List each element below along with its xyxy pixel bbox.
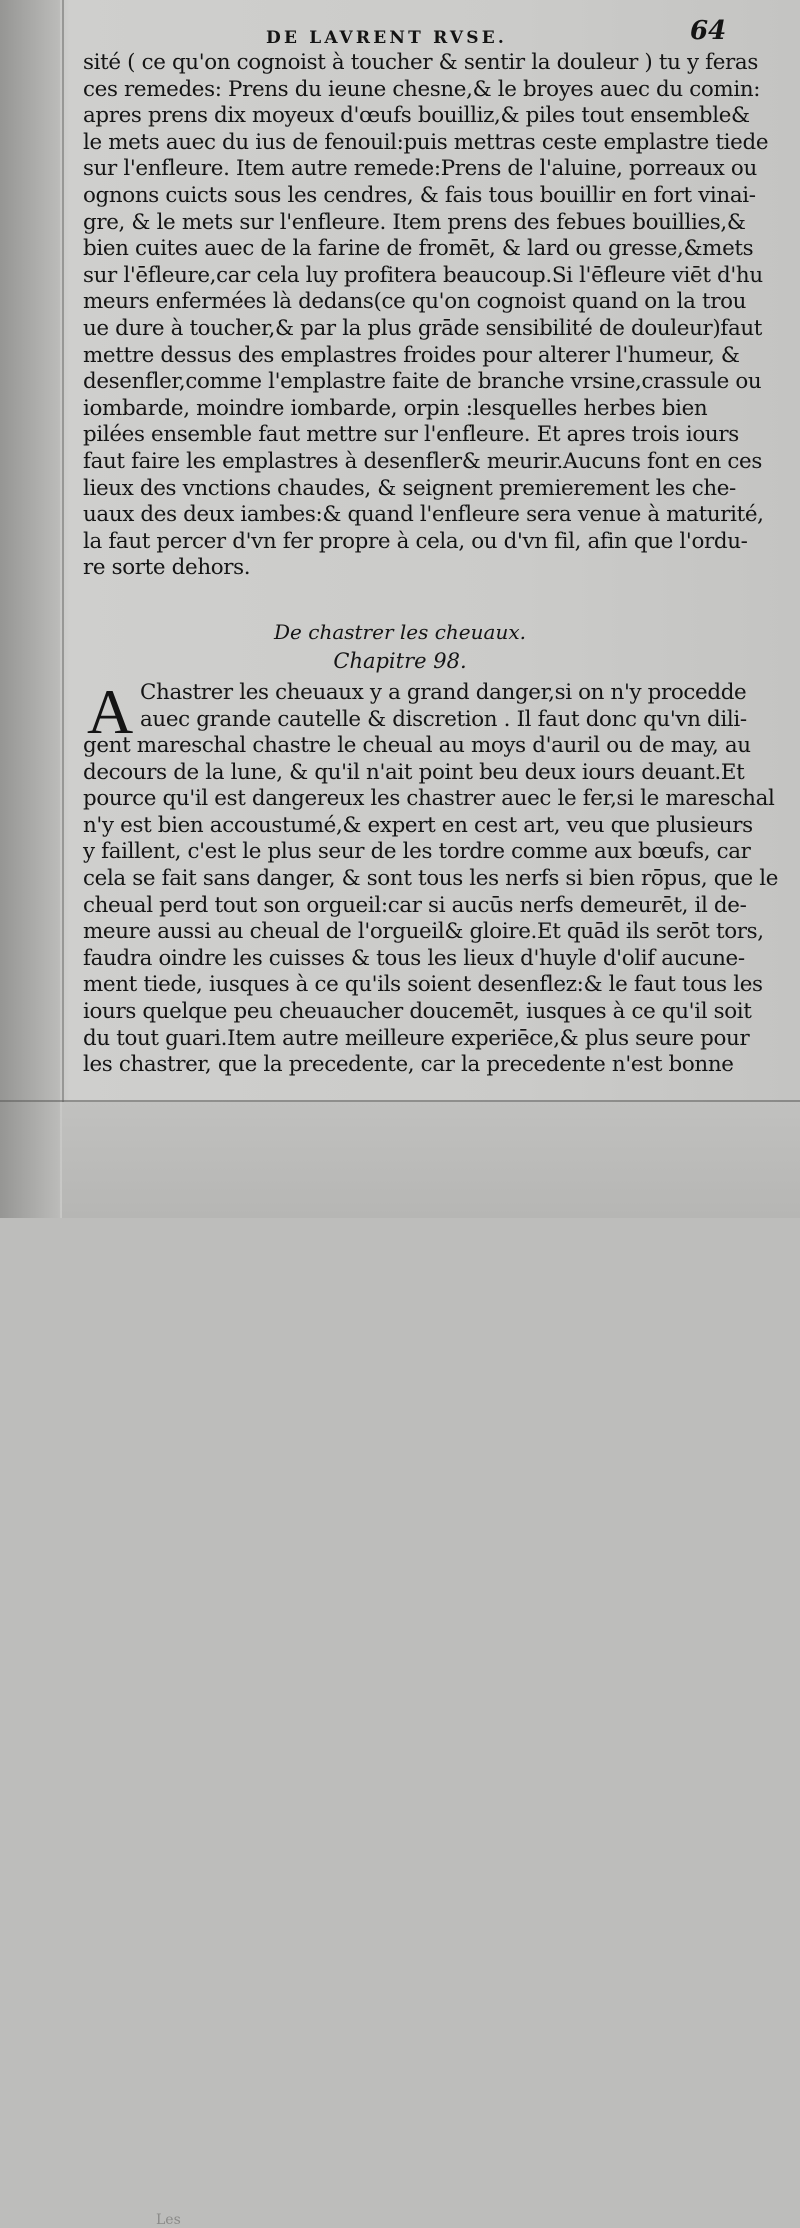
- page-gutter-line: [62, 0, 64, 1218]
- text-line: meure aussi au cheual de l'orgueil& gloire.Et quād ils serōt tors,: [83, 919, 764, 945]
- running-head-title: DE LAVRENT RVSE.: [266, 28, 507, 48]
- text-line: sur l'ēfleure,car cela luy profitera beaucoup.Si l'ēfleure viēt d'hu: [83, 262, 763, 288]
- text-line: gre, & le mets sur l'enfleure. Item prens des febues bouillies,&: [83, 209, 746, 235]
- text-line: Chastrer les cheuaux y a grand danger,si on n'y procedde: [140, 680, 747, 705]
- text-line: auec grande cautelle & discretion . Il faut donc qu'vn dili-: [140, 706, 747, 732]
- running-head: [250, 16, 730, 52]
- body-text: [83, 50, 769, 582]
- text-line: le mets auec du ius de fenouil:puis mettras ceste emplastre tiede: [83, 129, 769, 155]
- show-through-text: Les: [156, 2212, 181, 2228]
- text-line: desenfler,comme l'emplastre faite de branche vrsine,crassule ou: [83, 369, 762, 395]
- text-line: mettre dessus des emplastres froides pour alterer l'humeur, &: [83, 342, 740, 368]
- text-line: cela se fait sans danger, & sont tous les nerfs si bien rōpus, que le: [83, 865, 779, 891]
- text-line: ces remedes: Prens du ieune chesne,& le broyes auec du comin:: [83, 76, 761, 102]
- text-line: pource qu'il est dangereux les chastrer auec le fer,si le mareschal: [83, 786, 775, 812]
- text-line: re sorte dehors.: [83, 555, 251, 581]
- text-line: ment tiede, iusques à ce qu'ils soient desenflez:& le faut tous les: [83, 972, 763, 998]
- text-line: uaux des deux iambes:& quand l'enfleure sera venue à maturité,: [83, 502, 764, 528]
- text-line: ue dure à toucher,& par la plus grāde sensibilité de douleur)faut: [83, 315, 763, 341]
- text-line: pilées ensemble faut mettre sur l'enfleure. Et apres trois iours: [83, 422, 739, 448]
- text-line: y faillent, c'est le plus seur de les tordre comme aux bœufs, car: [83, 839, 751, 865]
- text-line: decours de la lune, & qu'il n'ait point beu deux iours deuant.Et: [83, 759, 745, 785]
- text-line: faudra oindre les cuisses & tous les lieux d'huyle d'olif aucune-: [83, 945, 745, 971]
- binding-shadow: [0, 0, 60, 1218]
- page-number: 64: [690, 16, 727, 46]
- text-line: la faut percer d'vn fer propre à cela, ou d'vn fil, afin que l'ordu-: [83, 528, 748, 554]
- text-line: du tout guari.Item autre meilleure experiēce,& plus seure pour: [83, 1025, 750, 1051]
- text-line: gent mareschal chastre le cheual au moys d'auril ou de may, au: [83, 733, 751, 758]
- lower-margin: [62, 1102, 800, 2228]
- section-title: De chastrer les cheuaux.: [274, 620, 526, 644]
- text-line: faut faire les emplastres à desenfler& meurir.Aucuns font en ces: [83, 448, 762, 474]
- text-line: sité ( ce qu'on cognoist à toucher & sentir la douleur ) tu y feras: [83, 50, 758, 75]
- text-line: meurs enfermées là dedans(ce qu'on cognoist quand on la trou: [83, 289, 747, 315]
- chapter-number: Chapitre 98.: [333, 649, 467, 673]
- text-line: lieux des vnctions chaudes, & seignent premierement les che-: [83, 475, 736, 501]
- text-line: n'y est bien accoustumé,& expert en cest art, veu que plusieurs: [83, 812, 753, 838]
- drop-cap: A: [87, 676, 134, 747]
- chapter-text: [83, 733, 779, 1079]
- text-line: bien cuites auec de la farine de fromēt, & lard ou gresse,&mets: [83, 236, 754, 262]
- text-line: les chastrer, que la precedente, car la precedente n'est bonne: [83, 1052, 734, 1078]
- text-line: iombarde, moindre iombarde, orpin :lesquelles herbes bien: [83, 395, 708, 421]
- text-line: iours quelque peu cheuaucher doucemēt, iusques à ce qu'il soit: [83, 998, 752, 1024]
- text-line: sur l'enfleure. Item autre remede:Prens de l'aluine, porreaux ou: [83, 156, 757, 182]
- chapter-indented-text: [140, 680, 750, 733]
- text-line: ognons cuicts sous les cendres, & fais tous bouillir en fort vinai-: [83, 182, 756, 208]
- text-line: cheual perd tout son orgueil:car si aucūs nerfs demeurēt, il de-: [83, 892, 747, 918]
- text-line: apres prens dix moyeux d'œufs bouilliz,& piles tout ensemble&: [83, 103, 750, 129]
